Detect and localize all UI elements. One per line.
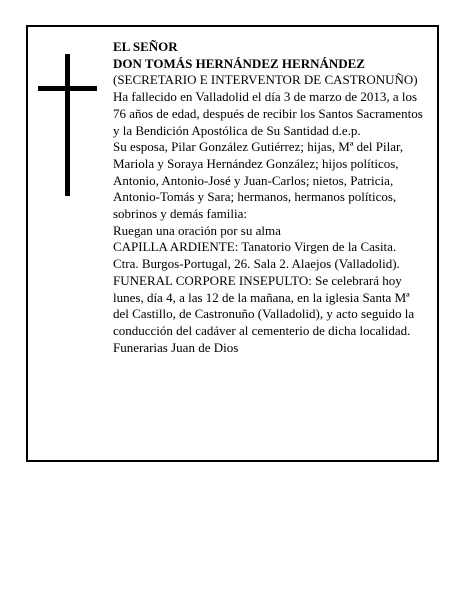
deceased-name: DON TOMÁS HERNÁNDEZ HERNÁNDEZ (113, 55, 365, 71)
deceased-title: (SECRETARIO E INTERVENTOR DE CASTRONUÑO) (113, 72, 418, 88)
family-list: Su esposa, Pilar González Gutiérrez; hijas, Mª del Pilar, Mariola y Soraya Hernández González; hijos políticos, Antonio, Antonio-José y Juan-Carlos; nietos, Patricia, Antonio-Tomás y Sara; hermanos, hermanos políticos, sobrinos y demás familia: (113, 139, 404, 222)
header-line-1: EL SEÑOR (113, 39, 178, 54)
chapel-info: CAPILLA ARDIENTE: Tanatorio Virgen de la Casita. Ctra. Burgos-Portugal, 26. Sala 2. Alaejos (Valladolid). (113, 239, 400, 272)
funeral-home: Funerarias Juan de Dios (113, 339, 239, 355)
funeral-info: FUNERAL CORPORE INSEPULTO: Se celebrará hoy lunes, día 4, a las 12 de la mañana, en la iglesia Santa Mª del Castillo, de Castronuño (Valladolid), y acto seguido la conducción del cadáver al cementerio de dicha localidad. (113, 272, 415, 338)
prayer-request: Ruegan una oración por su alma (113, 222, 281, 238)
obituary-text (113, 39, 425, 356)
cross-icon-crossbar (38, 86, 97, 91)
death-announcement: Ha fallecido en Valladolid el día 3 de marzo de 2013, a los 76 años de edad, después de recibir los Santos Sacramentos y la Bendición Apostólica de Su Santidad d.e.p. (113, 89, 423, 138)
cross-icon (65, 54, 70, 196)
